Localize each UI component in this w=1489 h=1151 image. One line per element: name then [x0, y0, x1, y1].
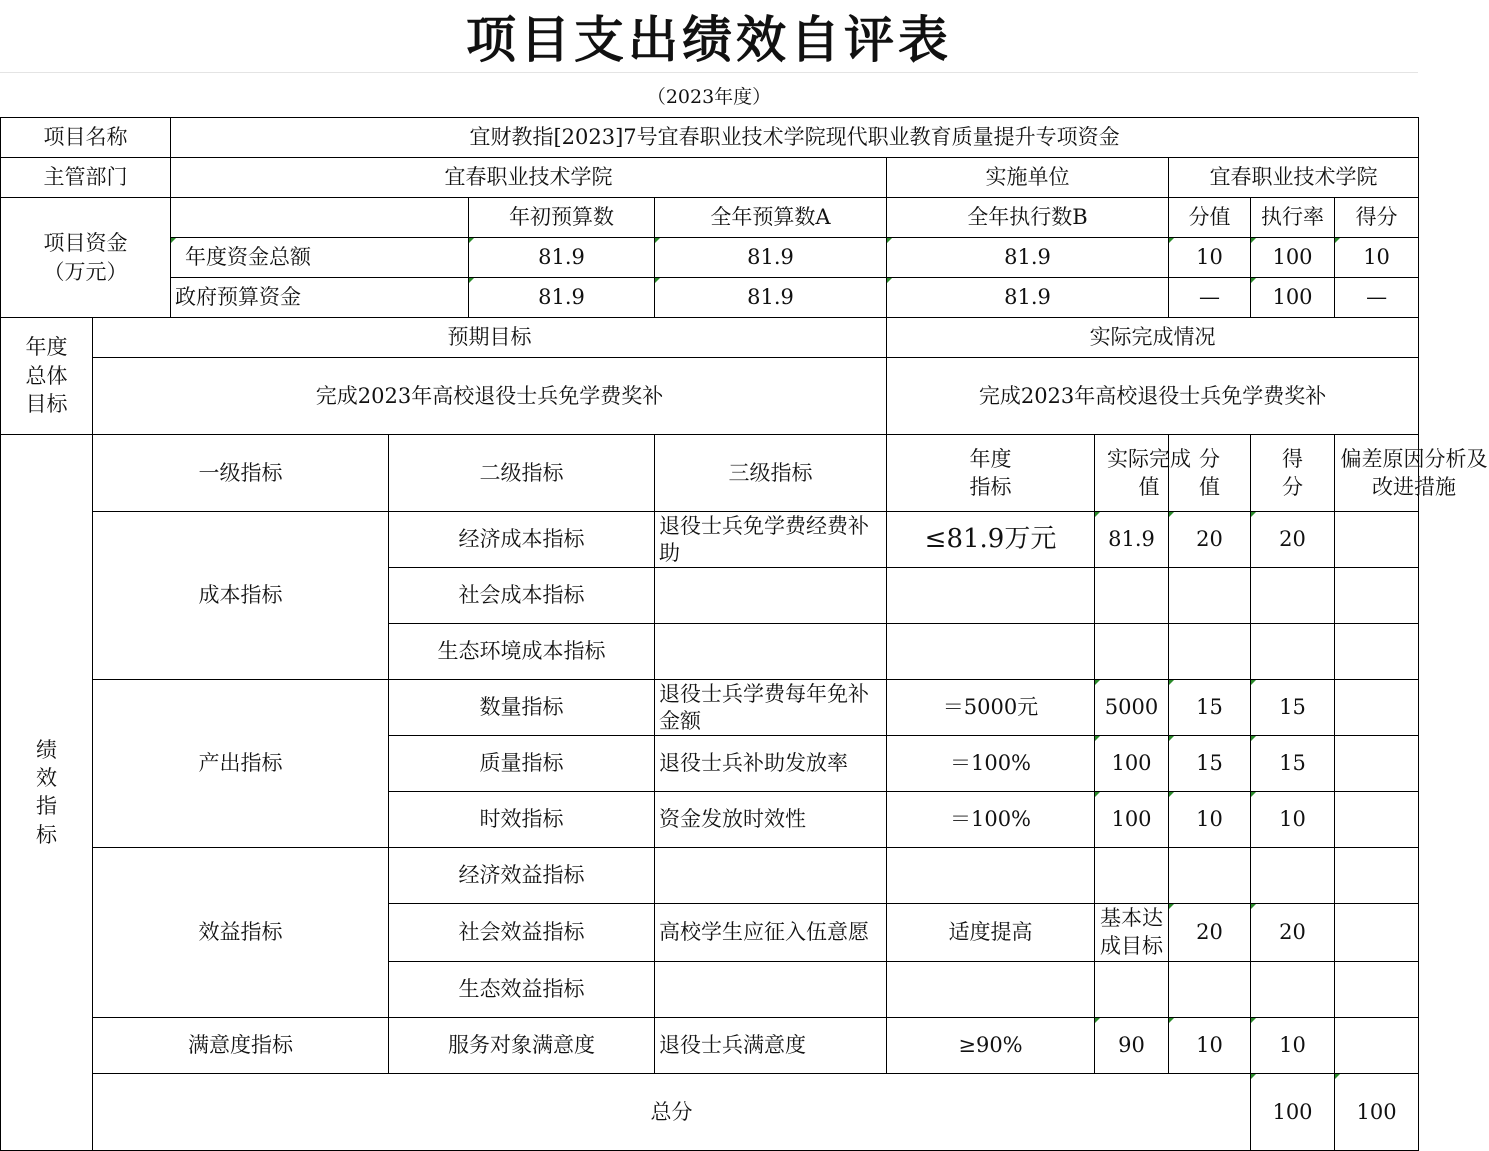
row-actual: 100: [1095, 736, 1169, 792]
row-actual: [1095, 848, 1169, 904]
funds-label-text: 项目资金（万元）: [43, 231, 128, 284]
goals-expected-header: 预期目标: [93, 318, 887, 358]
row-score-value: 20: [1169, 512, 1251, 568]
row-score: [1251, 848, 1335, 904]
row-score-value: 15: [1169, 736, 1251, 792]
indicators-header-row: [1, 435, 1419, 512]
row-level2: 数量指标: [389, 680, 655, 736]
row-actual: [1095, 624, 1169, 680]
row-level3: 退役士兵满意度: [655, 1017, 887, 1073]
row-deviation: [1335, 680, 1419, 736]
indicators-section-label-text: 绩效指标: [36, 737, 57, 847]
row-level3: [655, 961, 887, 1017]
row-score: 15: [1251, 680, 1335, 736]
funds-row-exec-rate: 100: [1251, 238, 1335, 278]
table-row: [1, 680, 1419, 736]
funds-row-gov: [1, 278, 1419, 318]
row-actual: 81.9: [1095, 512, 1169, 568]
row-score: [1251, 624, 1335, 680]
goals-expected-value: 完成2023年高校退役士兵免学费奖补: [93, 358, 887, 435]
row-annual: ＝100%: [887, 792, 1095, 848]
total-row: [1, 1073, 1419, 1150]
row-deviation: [1335, 961, 1419, 1017]
funds-header-score-value: 分值: [1169, 198, 1251, 238]
implementer-label: 实施单位: [887, 158, 1169, 198]
header-score-value-text: 分值: [1199, 446, 1220, 499]
row-score: 10: [1251, 792, 1335, 848]
row-level3: 高校学生应征入伍意愿: [655, 904, 887, 962]
header-level1: 一级指标: [93, 435, 389, 512]
row-level2: 服务对象满意度: [389, 1017, 655, 1073]
row-score-value: 20: [1169, 904, 1251, 962]
row-deviation: [1335, 904, 1419, 962]
funds-header-blank: [171, 198, 469, 238]
row-annual: [887, 961, 1095, 1017]
row-level3: [655, 848, 887, 904]
funds-row-executed: 81.9: [887, 238, 1169, 278]
row-annual: 适度提高: [887, 904, 1095, 962]
header-score-text: 得分: [1282, 446, 1303, 499]
header-score-value: [1169, 435, 1251, 512]
group-benefit: 效益指标: [93, 848, 389, 1018]
goals-label: [1, 318, 93, 435]
row-level3: 退役士兵补助发放率: [655, 736, 887, 792]
goals-header-row: [1, 318, 1419, 358]
row-annual: ≥90%: [887, 1017, 1095, 1073]
project-name-row: [1, 118, 1419, 158]
row-deviation: [1335, 848, 1419, 904]
funds-header-score: 得分: [1335, 198, 1419, 238]
total-label: 总分: [93, 1073, 1251, 1150]
row-deviation: [1335, 736, 1419, 792]
row-level2: 经济效益指标: [389, 848, 655, 904]
row-score: 15: [1251, 736, 1335, 792]
goals-value-row: [1, 358, 1419, 435]
goals-label-text: 年度总体目标: [25, 335, 68, 417]
goals-actual-value: 完成2023年高校退役士兵免学费奖补: [887, 358, 1419, 435]
total-score-value: 100: [1251, 1073, 1335, 1150]
row-deviation: [1335, 624, 1419, 680]
row-level3-text: 退役士兵学费每年免补金额: [659, 682, 869, 733]
funds-header-row: [1, 198, 1419, 238]
row-score-value: [1169, 568, 1251, 624]
row-level2: 时效指标: [389, 792, 655, 848]
row-deviation: [1335, 792, 1419, 848]
row-level3: [655, 624, 887, 680]
row-deviation: [1335, 512, 1419, 568]
table-row: [1, 848, 1419, 904]
department-row: [1, 158, 1419, 198]
row-level3: 资金发放时效性: [655, 792, 887, 848]
total-score: 100: [1335, 1073, 1419, 1150]
header-deviation: [1335, 435, 1488, 512]
year-label: （2023年度）: [646, 85, 772, 108]
funds-row-initial: 81.9: [469, 278, 655, 318]
header-annual: [887, 435, 1095, 512]
project-name-value: 宜财教指[2023]7号宜春职业技术学院现代职业教育质量提升专项资金: [171, 118, 1419, 158]
row-score-value: [1169, 961, 1251, 1017]
row-deviation: [1335, 568, 1419, 624]
table-row: [1, 1017, 1419, 1073]
group-satisfaction: 满意度指标: [93, 1017, 389, 1073]
funds-label: [1, 198, 171, 318]
funds-row-score-value: —: [1169, 278, 1251, 318]
row-level2: 社会效益指标: [389, 904, 655, 962]
funds-row-total: [1, 238, 1419, 278]
row-annual: ＝5000元: [887, 680, 1095, 736]
row-score: 20: [1251, 512, 1335, 568]
row-level2: 生态效益指标: [389, 961, 655, 1017]
row-actual: [1095, 961, 1169, 1017]
funds-row-annual: 81.9: [655, 278, 887, 318]
row-annual: [887, 568, 1095, 624]
row-level2: 社会成本指标: [389, 568, 655, 624]
row-deviation: [1335, 1017, 1419, 1073]
header-level2: 二级指标: [389, 435, 655, 512]
header-score: [1251, 435, 1335, 512]
funds-row-initial: 81.9: [469, 238, 655, 278]
row-score-value: [1169, 848, 1251, 904]
header-level3: 三级指标: [655, 435, 887, 512]
row-level2: 质量指标: [389, 736, 655, 792]
row-level3: [655, 680, 887, 736]
row-actual: 90: [1095, 1017, 1169, 1073]
row-annual: [887, 848, 1095, 904]
funds-header-exec-rate: 执行率: [1251, 198, 1335, 238]
row-actual: [1095, 568, 1169, 624]
row-score-value: 10: [1169, 1017, 1251, 1073]
row-score: 10: [1251, 1017, 1335, 1073]
group-cost: 成本指标: [93, 512, 389, 680]
goals-actual-header: 实际完成情况: [887, 318, 1419, 358]
implementer-value: 宜春职业技术学院: [1169, 158, 1419, 198]
department-label: 主管部门: [1, 158, 171, 198]
header-deviation-text: 偏差原因分析及改进措施: [1340, 446, 1488, 499]
project-name-label: 项目名称: [1, 118, 171, 158]
table-row: [1, 512, 1419, 568]
funds-row-label: 政府预算资金: [171, 278, 469, 318]
row-score: 20: [1251, 904, 1335, 962]
row-actual: 5000: [1095, 680, 1169, 736]
funds-header-annual: 全年预算数A: [655, 198, 887, 238]
row-annual: ＝100%: [887, 736, 1095, 792]
row-annual-text: ≤81.9万元: [924, 523, 1057, 554]
row-level3: [655, 568, 887, 624]
row-score: [1251, 961, 1335, 1017]
row-level2: 经济成本指标: [389, 512, 655, 568]
funds-row-score: 10: [1335, 238, 1419, 278]
department-value: 宜春职业技术学院: [171, 158, 887, 198]
funds-row-executed: 81.9: [887, 278, 1169, 318]
row-score-value: 15: [1169, 680, 1251, 736]
funds-row-score-value: 10: [1169, 238, 1251, 278]
header-actual-text: 实际完成值: [1107, 446, 1191, 499]
row-annual: [887, 512, 1095, 568]
row-annual: [887, 624, 1095, 680]
page-title: 项目支出绩效自评表: [0, 0, 1418, 73]
row-level3: [655, 512, 887, 568]
funds-row-score: —: [1335, 278, 1419, 318]
group-output: 产出指标: [93, 680, 389, 848]
funds-header-executed: 全年执行数B: [887, 198, 1169, 238]
funds-header-initial: 年初预算数: [469, 198, 655, 238]
row-score: [1251, 568, 1335, 624]
row-score-value: 10: [1169, 792, 1251, 848]
indicators-section-label: [1, 435, 93, 1151]
row-level2: 生态环境成本指标: [389, 624, 655, 680]
row-level3-text: 退役士兵免学费经费补助: [659, 514, 869, 565]
header-annual-text: 年度指标: [969, 446, 1012, 499]
header-actual: [1095, 435, 1191, 512]
funds-row-annual: 81.9: [655, 238, 887, 278]
row-actual: 100: [1095, 792, 1169, 848]
row-score-value: [1169, 624, 1251, 680]
evaluation-table: [0, 117, 1488, 1151]
funds-row-label: 年度资金总额: [171, 238, 469, 278]
row-actual: 基本达成目标: [1095, 904, 1169, 962]
funds-row-exec-rate: 100: [1251, 278, 1335, 318]
